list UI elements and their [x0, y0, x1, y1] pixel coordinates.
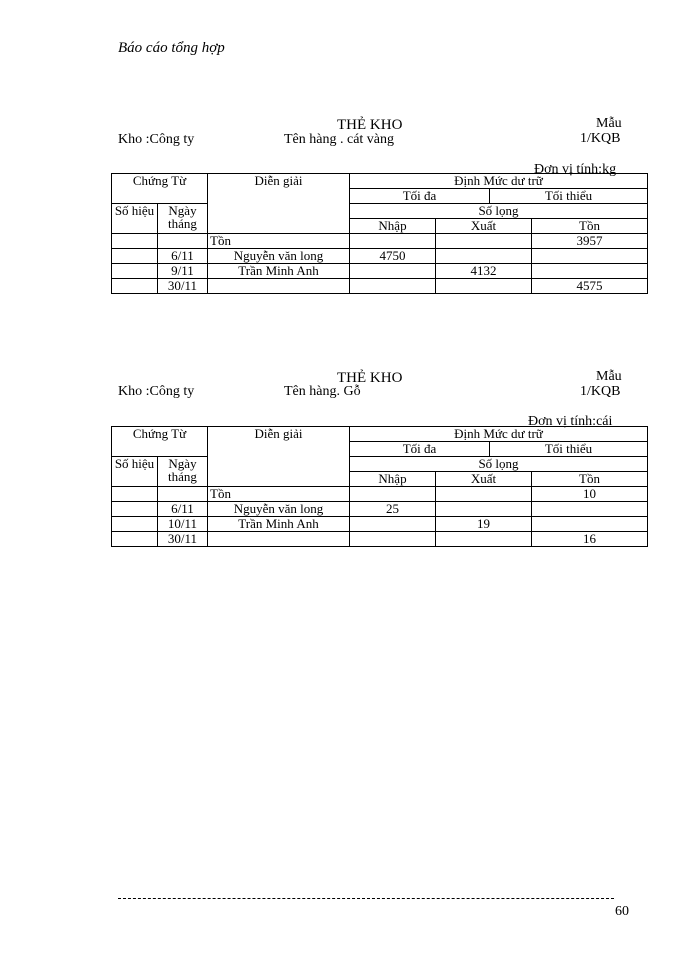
- table-row: [112, 264, 648, 279]
- card-title: THẺ KHO: [337, 370, 403, 386]
- form-label: Mẫu: [596, 369, 622, 384]
- cell-so-hieu: [112, 517, 158, 532]
- cell-so-hieu: [112, 234, 158, 249]
- col-so-hieu: Số hiệu: [112, 204, 158, 234]
- table-row: [112, 279, 648, 294]
- unit-label: Đơn vị tính:cái: [528, 414, 613, 429]
- table-row: [112, 234, 648, 249]
- cell-dien-giai: Nguyễn văn long: [208, 249, 350, 264]
- cell-so-hieu: [112, 279, 158, 294]
- col-so-hieu: Số hiệu: [112, 457, 158, 487]
- table-row: [112, 517, 648, 532]
- cell-xuat: [436, 249, 532, 264]
- cell-ton: 4575: [532, 279, 648, 294]
- warehouse-label: Kho :Công ty: [118, 384, 195, 399]
- cell-so-hieu: [112, 264, 158, 279]
- cell-ngay: 6/11: [158, 502, 208, 517]
- table-row: [112, 532, 648, 547]
- stock-table: [111, 173, 648, 294]
- col-dien-giai: Diễn giải: [208, 174, 350, 234]
- cell-dien-giai: Trần Minh Anh: [208, 517, 350, 532]
- col-chung-tu: Chứng Từ: [112, 174, 208, 204]
- cell-nhap: [350, 264, 436, 279]
- table-row: [112, 487, 648, 502]
- form-code: 1/KQB: [580, 131, 621, 146]
- col-xuat: Xuất: [436, 472, 532, 487]
- col-ngay-thang: Ngày tháng: [158, 204, 208, 234]
- col-toi-da: Tối đa: [350, 442, 490, 457]
- cell-ton: [532, 502, 648, 517]
- footer-divider: [118, 898, 614, 899]
- cell-nhap: [350, 532, 436, 547]
- cell-nhap: [350, 279, 436, 294]
- col-toi-thieu: Tối thiểu: [490, 442, 648, 457]
- cell-nhap: [350, 487, 436, 502]
- cell-xuat: [436, 532, 532, 547]
- col-chung-tu: Chứng Từ: [112, 427, 208, 457]
- cell-nhap: 4750: [350, 249, 436, 264]
- cell-ton: [532, 517, 648, 532]
- cell-so-hieu: [112, 487, 158, 502]
- warehouse-label: Kho :Công ty: [118, 132, 195, 147]
- col-xuat: Xuất: [436, 219, 532, 234]
- form-label: Mẫu: [596, 116, 622, 131]
- cell-ton: 3957: [532, 234, 648, 249]
- cell-dien-giai: Nguyễn văn long: [208, 502, 350, 517]
- cell-dien-giai: [208, 532, 350, 547]
- cell-dien-giai: [208, 279, 350, 294]
- cell-xuat: [436, 279, 532, 294]
- cell-dien-giai: Tồn: [208, 487, 350, 502]
- cell-dien-giai: Tồn: [208, 234, 350, 249]
- table-row: [112, 249, 648, 264]
- form-code: 1/KQB: [580, 384, 621, 399]
- col-toi-da: Tối đa: [350, 189, 490, 204]
- product-name: Tên hàng . cát vàng: [284, 132, 395, 147]
- cell-so-hieu: [112, 502, 158, 517]
- col-nhap: Nhập: [350, 472, 436, 487]
- cell-xuat: [436, 502, 532, 517]
- table-row: [112, 502, 648, 517]
- cell-ton: [532, 249, 648, 264]
- stock-table: [111, 426, 648, 547]
- cell-nhap: [350, 234, 436, 249]
- cell-dien-giai: Trần Minh Anh: [208, 264, 350, 279]
- col-ton: Tồn: [532, 472, 648, 487]
- col-dinh-muc: Định Mức dư trữ: [350, 174, 648, 189]
- cell-nhap: [350, 517, 436, 532]
- cell-ngay: 6/11: [158, 249, 208, 264]
- cell-xuat: [436, 487, 532, 502]
- cell-ton: 16: [532, 532, 648, 547]
- col-ngay-thang: Ngày tháng: [158, 457, 208, 487]
- card-title: THẺ KHO: [337, 117, 403, 133]
- page-number: 60: [615, 904, 629, 919]
- col-ton: Tồn: [532, 219, 648, 234]
- cell-ngay: 10/11: [158, 517, 208, 532]
- cell-nhap: 25: [350, 502, 436, 517]
- cell-ngay: 30/11: [158, 532, 208, 547]
- cell-xuat: 4132: [436, 264, 532, 279]
- unit-label: Đơn vị tính:kg: [534, 162, 617, 177]
- col-dien-giai: Diễn giải: [208, 427, 350, 487]
- col-nhap: Nhập: [350, 219, 436, 234]
- cell-so-hieu: [112, 532, 158, 547]
- col-so-luong: Số lọng: [350, 457, 648, 472]
- cell-ngay: [158, 487, 208, 502]
- cell-ton: [532, 264, 648, 279]
- col-toi-thieu: Tối thiểu: [490, 189, 648, 204]
- cell-ngay: 9/11: [158, 264, 208, 279]
- report-header-title: Báo cáo tổng hợp: [118, 40, 225, 56]
- cell-so-hieu: [112, 249, 158, 264]
- cell-xuat: 19: [436, 517, 532, 532]
- cell-ngay: [158, 234, 208, 249]
- cell-ngay: 30/11: [158, 279, 208, 294]
- col-so-luong: Số lọng: [350, 204, 648, 219]
- cell-ton: 10: [532, 487, 648, 502]
- col-dinh-muc: Định Mức dư trữ: [350, 427, 648, 442]
- cell-xuat: [436, 234, 532, 249]
- product-name: Tên hàng. Gỗ: [284, 384, 361, 399]
